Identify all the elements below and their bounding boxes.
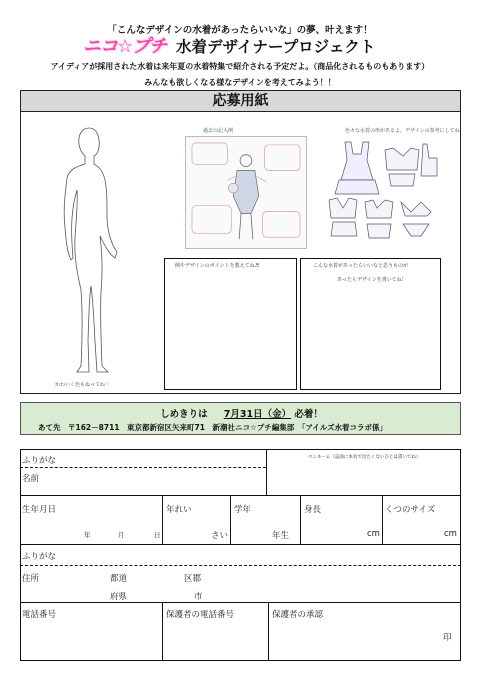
grade-field[interactable] [231, 515, 300, 543]
deadline-text [21, 406, 462, 420]
form-heading: 応募用紙 [20, 90, 461, 112]
city-label: 市 [194, 592, 203, 602]
birthday-year-unit: 年 [84, 531, 91, 539]
prefecture-todo-label: 都道 [110, 574, 128, 584]
birthday-day-unit: 日 [154, 531, 161, 539]
shoe-size-unit: cm [444, 529, 457, 539]
penname-field[interactable] [267, 462, 460, 495]
name-label: 名前 [22, 474, 40, 484]
phone-field[interactable] [20, 620, 162, 660]
deadline-date: 7月31日（金） [223, 409, 292, 420]
height-label: 身長 [304, 505, 322, 515]
mailing-address: あて先 〒162－8711 東京都新宿区矢来町71 新潮社ニコ☆プチ編集部 「アイルズ水着コラボ係」 [38, 423, 388, 432]
age-field[interactable] [163, 515, 230, 543]
ward-county-label: 区郡 [184, 574, 202, 584]
birthday-month-unit: 月 [118, 531, 125, 539]
guardian-consent-label: 保護者の承認 [272, 610, 324, 620]
example-caption: 過去の記入例 [203, 128, 234, 134]
adoption-notice: アイディアが採用された水着は来年夏の水着特集で紹介される予定だよ。（商品化されるものもあります） [50, 62, 430, 71]
body-outline-figure[interactable] [45, 120, 130, 378]
age-unit: さい [211, 531, 229, 541]
guardian-phone-label: 保護者の電話番号 [166, 610, 235, 620]
wish-caption-2: あったらデザインを書いてね！ [337, 277, 407, 283]
encouragement-text: みんなも欲しくなる様なデザインを考えてみよう！！ [144, 78, 336, 87]
tagline: 「こんなデザインの水着があったらいいな」の夢、叶えます！ [107, 25, 373, 36]
past-entry-example-image [185, 136, 307, 249]
address-field[interactable] [20, 566, 461, 601]
deadline-suffix: 必着！ [294, 409, 323, 420]
furigana-label-2: ふりがな [22, 552, 57, 562]
height-unit: cm [367, 529, 380, 539]
birthday-field[interactable] [20, 515, 162, 543]
guardian-consent-field[interactable] [269, 620, 439, 660]
reference-caption: 色々な水着の形があるよ。デザインの参考にしてね！ [345, 128, 465, 134]
project-title: 水着デザイナープロジェクト [176, 38, 376, 56]
furigana-label-1: ふりがな [22, 456, 57, 466]
height-field[interactable] [301, 515, 382, 543]
row-divider-2 [20, 544, 461, 545]
seal-mark: 印 [443, 633, 452, 643]
deadline-prefix: しめきりは [160, 409, 208, 420]
row-divider-1 [20, 495, 461, 496]
furigana-divider [20, 467, 266, 468]
swimsuit-reference-image [323, 136, 443, 249]
grade-label: 学年 [234, 505, 252, 515]
age-label: 年れい [166, 505, 192, 515]
birthday-label: 生年月日 [22, 505, 57, 515]
phone-label: 電話番号 [22, 610, 57, 620]
row-divider-3 [20, 602, 461, 603]
prefecture-fuken-label: 府県 [110, 592, 128, 602]
address-label: 住所 [22, 574, 40, 584]
design-point-caption: 例やデザインのポイントを教えてね♬ [175, 263, 260, 269]
deadline-bar [20, 402, 461, 435]
wish-caption-1: こんな水着があったらいいなと思うものが [313, 263, 408, 269]
shoe-size-label: くつのサイズ [385, 505, 436, 515]
shoe-size-field[interactable] [383, 515, 460, 543]
design-point-box[interactable] [164, 258, 297, 390]
penname-note: ペンネーム（誌面に本名で出たくないひとは書いてね） [308, 455, 421, 460]
nicopuchi-logo: ニコ☆プチ [83, 36, 167, 57]
grade-unit: 年生 [272, 531, 290, 541]
name-field[interactable] [20, 480, 266, 495]
guardian-phone-field[interactable] [163, 620, 268, 660]
body-caption: かわいく色もぬってね♡ [55, 382, 110, 388]
